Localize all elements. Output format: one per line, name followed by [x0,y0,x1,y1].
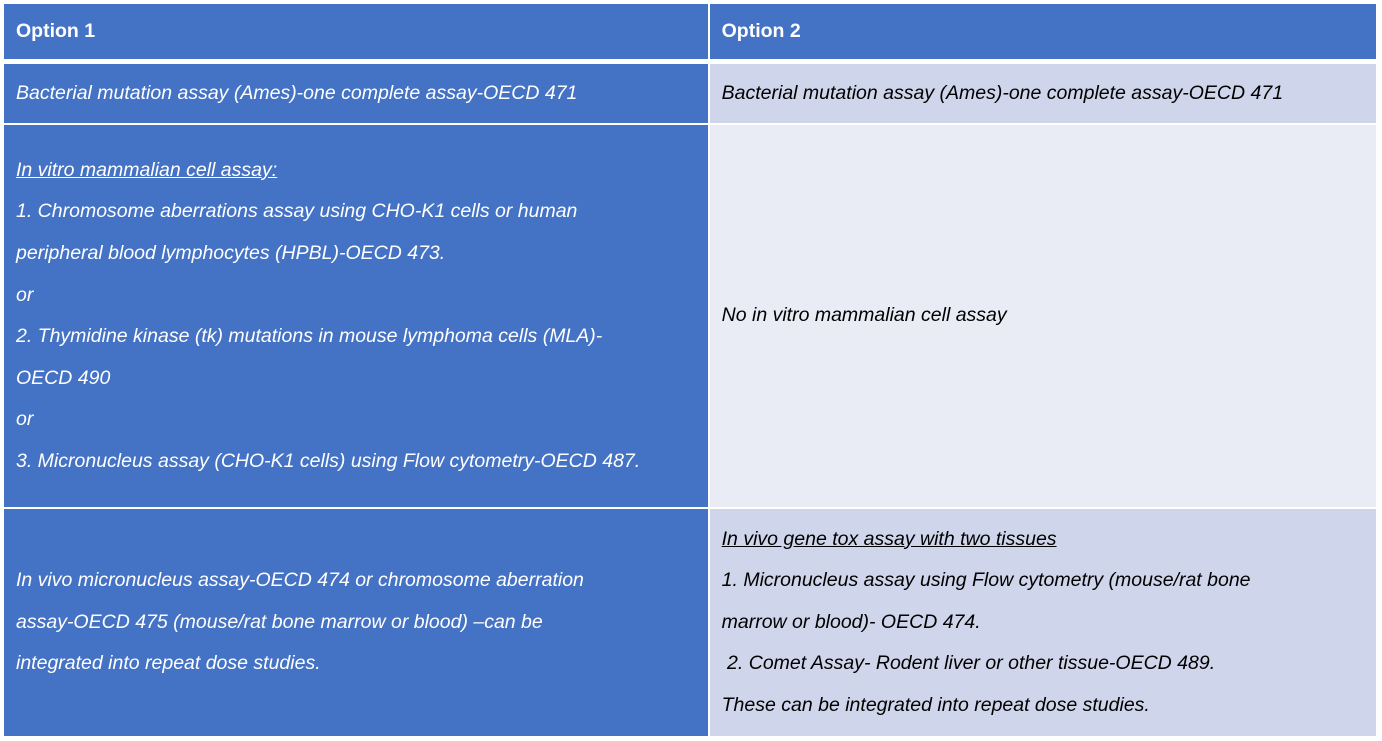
in-vivo-assay-option-1 [3,508,709,737]
cell-heading: In vivo gene tox assay with two tissues [721,527,1057,550]
cell-line: peripheral blood lymphocytes (HPBL)-OECD 473. [16,242,446,265]
ames-assay-option-1: Bacterial mutation assay (Ames)-one complete assay-OECD 471 [3,62,709,125]
options-table [2,2,1378,738]
in-vivo-assay-option-2 [709,508,1377,737]
cell-line: 2. Comet Assay- Rodent liver or other tissue-OECD 489. [721,652,1216,675]
cell-line: 1. Chromosome aberrations assay using CHO-K1 cells or human [16,200,578,223]
cell-line: In vivo micronucleus assay-OECD 474 or chromosome aberration [16,569,584,592]
header-option-1: Option 1 [3,3,709,62]
ames-assay-option-2: Bacterial mutation assay (Ames)-one complete assay-OECD 471 [709,62,1377,125]
header-row [3,3,1377,62]
table-row [3,62,1377,125]
cell-line: OECD 490 [16,366,111,389]
cell-line: These can be integrated into repeat dose studies. [721,693,1150,716]
cell-line: 2. Thymidine kinase (tk) mutations in mouse lymphoma cells (MLA)- [16,325,603,348]
cell-line: or [16,283,34,306]
table-row [3,124,1377,508]
in-vitro-cell-assay-option-1 [3,124,709,508]
in-vitro-cell-assay-option-2: No in vitro mammalian cell assay [709,124,1377,508]
cell-line: or [16,408,34,431]
header-option-2: Option 2 [709,3,1377,62]
cell-line: assay-OECD 475 (mouse/rat bone marrow or blood) –can be [16,610,543,633]
table-row [3,508,1377,737]
cell-heading: In vitro mammalian cell assay: [16,158,278,181]
cell-line: marrow or blood)- OECD 474. [721,610,981,633]
cell-line: 3. Micronucleus assay (CHO-K1 cells) using Flow cytometry-OECD 487. [16,450,641,473]
cell-line: 1. Micronucleus assay using Flow cytometry (mouse/rat bone [721,569,1251,592]
cell-line: integrated into repeat dose studies. [16,652,321,675]
